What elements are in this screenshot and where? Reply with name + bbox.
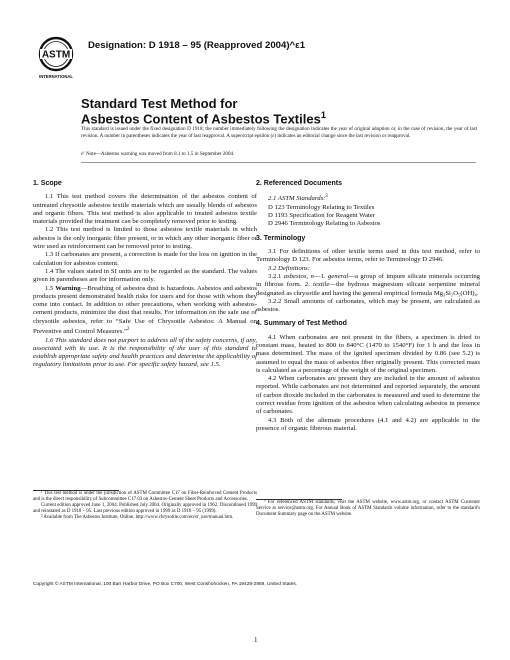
logo-subtext: INTERNATIONAL — [39, 74, 73, 79]
epsilon-note: ε¹ Note—Asbestos warning was moved from 8.1 to 1.5 in September 2004. — [81, 151, 235, 157]
title-line2 — [81, 110, 326, 126]
footnote-1: ¹ This test method is under the jurisdiction of ASTM Committee C17 on Fiber-Reinforced Cement Products and is the direct responsibility of Subcommittee C17.03 on Asbestos-Cement Sheet Products and Accessories. — [33, 491, 257, 502]
footnote-3-ref: 3 — [325, 194, 328, 200]
footnotes-left — [33, 490, 257, 521]
copyright: Copyright © ASTM International, 100 Barr Harbor Drive, PO Box C700, West Conshohocken, PA 19428-2959, United States. — [33, 582, 298, 587]
header-divider — [81, 162, 476, 163]
para-1-5-number: 1.5 — [45, 284, 56, 292]
para-4-1: 4.1 When carbonates are not present in the fibers, a specimen is dried to constant mass, heated to 800 to 840°C (1470 to 1540°F) for 1 h and the loss in mass determined. The mass of the ignited specimen divided by 0.86 (see 5.2) is assumed to equal the mass of asbestos fiber originally present. This corrected mass is calculated as a percentage of the weight of the original specimen. — [256, 333, 480, 374]
para-1-1: 1.1 This test method covers the determination of the asbestos content of untreated chrysotile asbestos textile materials which are usually blends of asbestos and organic fibers. This test method is also applicable to treated asbestos textile materials provided the treatment can be completely removed prior to testing. — [33, 193, 257, 226]
preamble: This standard is issued under the fixed designation D 1918; the number immediately following the designation indicates the year of original adoption or, in the case of revision, the year of last revision. A number in parentheses indicates the year of last reapproval. A superscript epsilon (ε) indicates an editorial change since the last revision or reapproval. — [81, 126, 477, 139]
logo-text: ASTM — [41, 49, 71, 61]
ref-item: D 123 Terminology Relating to Textiles — [268, 203, 375, 211]
astm-logo — [36, 34, 80, 82]
para-1-2: 1.2 This test method is limited to those asbestos textile materials in which asbestos is the only inorganic fiber present, or in which any other inorganic fiber or wire used as reinforcement can be removed prior to testing. — [33, 226, 257, 251]
section-2-heading: 2. Referenced Documents — [256, 180, 342, 187]
para-1-4: 1.4 The values stated in SI units are to be regarded as the standard. The values given in parentheses are for information only. — [33, 267, 257, 284]
definition-part: —a group of impure silicate minerals occurring in fibrous form. 2. — [256, 272, 481, 289]
definition-textile: textile — [313, 281, 330, 289]
footnote-2-ref: 2 — [126, 327, 130, 333]
definition-general: general — [327, 272, 349, 280]
definition-part: —the hydrous magnesium silicate serpentine mineral designated as chrysotile and having the general empirical formula Mg₃Si₂O₅(OH)₄. — [256, 281, 480, 297]
section-3-heading: 3. Terminology — [256, 234, 306, 242]
section-4-heading: 4. Summary of Test Method — [256, 320, 347, 328]
para-1-3: 1.3 If carbonates are present, a correction is made for the loss on ignition in the calculation for asbestos content. — [33, 251, 257, 267]
para-3-2-1-number: 3.2.1 — [268, 272, 284, 280]
refs-intro — [256, 193, 480, 204]
title-footnote-ref: 1 — [320, 110, 326, 120]
para-1-6-text: 1.6 This standard does not purport to address all of the safety concerns, if any, associated with its use. It is the responsibility of the user of this standard to establish appropriate safety and health practices and determine the applicability of regulatory limitations prior to use. For specific safety hazard, see 1.5. — [33, 336, 257, 369]
ref-item: D 1193 Specification for Reagent Water — [268, 212, 375, 220]
ref-item: D 2946 Terminology Relating to Asbestos — [268, 220, 381, 228]
refs-intro-text: 2.1 ASTM Standards: — [268, 195, 326, 203]
footnote-2: ² Available from The Asbestos Institute, Online, http://www.chrysotile.com/en/sr_use/manual.htm. — [41, 515, 234, 520]
para-1-5 — [33, 285, 257, 337]
right-column — [256, 180, 480, 433]
definition-part: —1. — [313, 272, 328, 280]
para-3-2 — [256, 265, 480, 273]
para-1-5-text: —Breathing of asbestos dust is hazardous. Asbestos and asbestos products present demonstrated health risks for users and for those with whom they come into contact. In addition to other precautions, when working with asbestos-cement products, minimize the dust that results. For information on the safe use of chrysotile asbestos, refer to “Safe Use of Chrysotile Asbestos: A Manual on Preventive and Control Measures.” — [33, 284, 258, 336]
footnote-1-edition: Current edition approved June 1, 2004. Published July 2004. Originally approved in 1962. Discontinued 1999 and reinstated as D 1918 – 95. Last previous edition approved in 1999 as D 1918 – 95 (1999). — [33, 503, 257, 514]
designation: Designation: D 1918 – 95 (Reapproved 2004)^ε1 — [88, 40, 306, 51]
definition-term: asbestos, n — [283, 272, 314, 280]
section-1-heading: 1. Scope — [33, 180, 62, 187]
footnote-3: ³ For referenced ASTM standards, visit the ASTM website, www.astm.org, or contact ASTM Customer Service at service@astm.org. For Annual Book of ASTM Standards volume information, refer to the standard's Document Summary page on the ASTM website. — [256, 500, 480, 517]
page-number: 1 — [254, 636, 258, 644]
para-3-2-1 — [256, 273, 480, 298]
warning-label: Warning — [55, 284, 81, 292]
left-column — [33, 180, 257, 370]
footnotes-right — [256, 499, 480, 518]
para-3-1: 3.1 For definitions of other textile terms used in this test method, refer to Terminology D 123. For asbestos terms, refer to Terminology D 2946. — [256, 248, 480, 264]
title-line1: Standard Test Method for — [81, 96, 238, 111]
para-1-6 — [33, 337, 257, 370]
para-4-2: 4.2 When carbonates are present they are included in the amount of asbestos reported. While carbonates are not determined and reported separately, the amount of carbon dioxide included in the carbonates is measured and used to determine the correct residue from ignition of the asbestos when calculating asbestos in presence of carbonates. — [256, 375, 480, 416]
para-3-2-text: 3.2 Definitions: — [268, 264, 310, 272]
para-3-2-2: 3.2.2 Small amounts of carbonates, which may be present, are calculated as asbestos. — [256, 297, 480, 314]
para-4-3: 4.3 Both of the alternate procedures (4.1 and 4.2) are applicable in the presence of organic fiberous material. — [256, 416, 480, 432]
title-line2-text: Asbestos Content of Asbestos Textiles — [81, 111, 321, 127]
